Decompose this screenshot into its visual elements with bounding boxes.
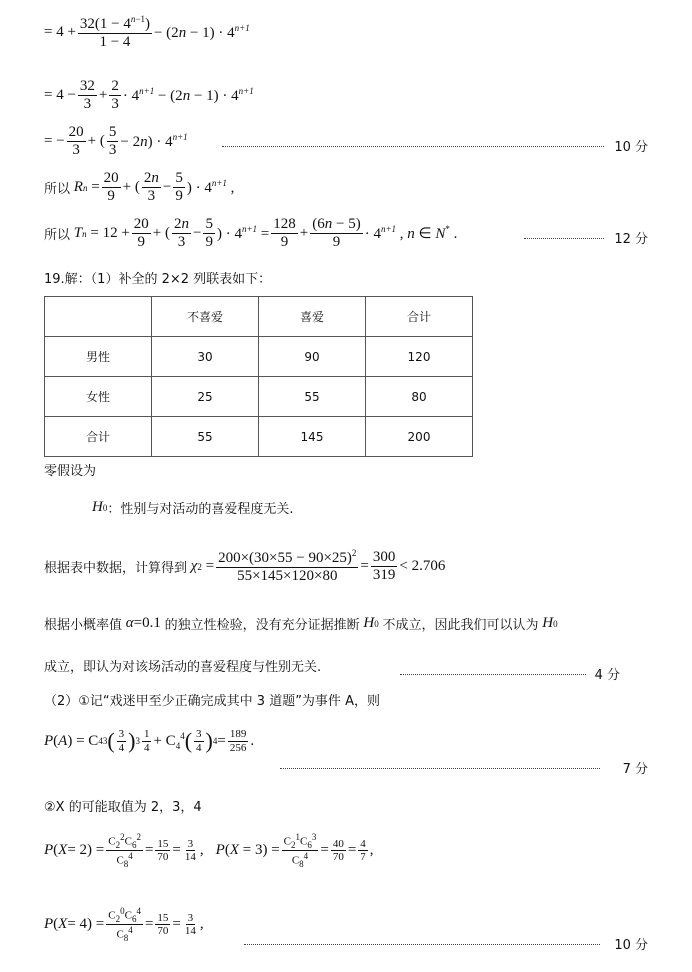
- leader-dots: [280, 768, 600, 769]
- equation-line-1: = 4 + $\frac{32(1 - 4^{n-1})}{1 - 4}$ − $(2n - 1) \cdot 4^{n+1}$: [44, 14, 250, 51]
- equation-line-4: 所以 R n = $\frac{20}{9}$ + ( $\frac{2n}{3}$ − $\frac{5}{9}$ ) · $4^{n+1}$ ,: [44, 170, 235, 205]
- part-2-heading: （2）①记“戏迷甲至少正确完成其中 3 道题”为事件 A，则: [44, 694, 380, 709]
- table-header-row: [45, 297, 473, 337]
- x-values-line: ②X 的可能取值为 2，3，4: [44, 800, 202, 815]
- leader-dots: [524, 238, 604, 239]
- table-cell: 200: [366, 417, 473, 457]
- equation-line-3: = − $\frac{20}{3}$ + ( $\frac{5}{3}$ − $2n) \cdot 4^{n+1}$: [44, 124, 188, 159]
- table-cell: 120: [366, 337, 473, 377]
- probability-x4-line: P ( X = 4) = $\frac{C_2^0C_6^4}{C_8^4}$ = $\frac{15}{70}$ = $\frac{3}{14}$ ,: [44, 906, 204, 944]
- table-cell: 80: [366, 377, 473, 417]
- leader-dots: [222, 146, 604, 147]
- table-cell: 90: [259, 337, 366, 377]
- table-cell: 男性: [45, 337, 152, 377]
- score-label: 10 分: [614, 938, 648, 953]
- conclusion-line-1: 根据小概率值 α =0.1 的独立性检验，没有充分证据推断 H 0 不成立，因此我们可以认为 H 0: [44, 615, 558, 633]
- score-label: 7 分: [622, 762, 648, 777]
- conclusion-line-2: 成立，即认为对该场活动的喜爱程度与性别无关.: [44, 660, 322, 675]
- table-cell: 25: [152, 377, 259, 417]
- score-label: 12 分: [614, 232, 648, 247]
- table-cell: 145: [259, 417, 366, 457]
- table-row: [45, 377, 473, 417]
- table-cell: 合计: [45, 417, 152, 457]
- table-row: [45, 337, 473, 377]
- table-cell: 女性: [45, 377, 152, 417]
- probability-a-line: P ( A ) = C 4 3 ( $\frac{3}{4}$ ) 3 $\frac{1}{4}$ + $C_4^4$ ( $\frac{3}{4}$ ) 4 = $\frac{189}{256}$ .: [44, 728, 255, 754]
- equation-line-5: 所以 T n = 12 + $\frac{20}{9}$ + ( $\frac{2n}{3}$ − $\frac{5}{9}$ ) · $4^{n+1}$ = $\frac{128}{9}$ + $\frac{(6n - 5)}{9}$ · $4^{n+1}$ , n ∈ N* .: [44, 216, 458, 251]
- equation-line-2: = 4 − $\frac{32}{3}$ + $\frac{2}{3}$ · $4^{n+1} - (2n - 1) \cdot 4^{n+1}$: [44, 78, 254, 113]
- leader-dots: [244, 944, 600, 945]
- table-cell: 喜爱: [259, 297, 366, 337]
- leader-dots: [400, 674, 586, 675]
- table-row: [45, 417, 473, 457]
- table-cell: [45, 297, 152, 337]
- null-hypothesis: H 0 ：性别与对活动的喜爱程度无关.: [92, 499, 294, 517]
- hypothesis-intro: 零假设为: [44, 464, 97, 479]
- question-19-heading: 19.解：（1）补全的 2×2 列联表如下：: [44, 272, 272, 287]
- table-cell: 不喜爱: [152, 297, 259, 337]
- table-cell: 55: [152, 417, 259, 457]
- table-cell: 30: [152, 337, 259, 377]
- probability-x2-line: P ( X = 2) = $\frac{C_2^2C_6^2}{C_8^4}$ = $\frac{15}{70}$ = $\frac{3}{14}$ , P(X = 3) = $\frac{C_2^1C_6^3}{C_8^4}$ = $\frac{40}{70}$ = $\frac{4}{7}$ ,: [44, 832, 374, 870]
- score-label: 4 分: [594, 668, 620, 683]
- contingency-table: [44, 296, 473, 457]
- table-cell: 55: [259, 377, 366, 417]
- chi-square-line: 根据表中数据，计算得到 χ 2 = $\frac{200\times(30\times 55 - 90\times 25)^2}{55\times 145\times 120\times 80}$ = $\frac{300}{319}$ < 2.706: [44, 548, 446, 585]
- table-cell: 合计: [366, 297, 473, 337]
- score-label: 10 分: [614, 140, 648, 155]
